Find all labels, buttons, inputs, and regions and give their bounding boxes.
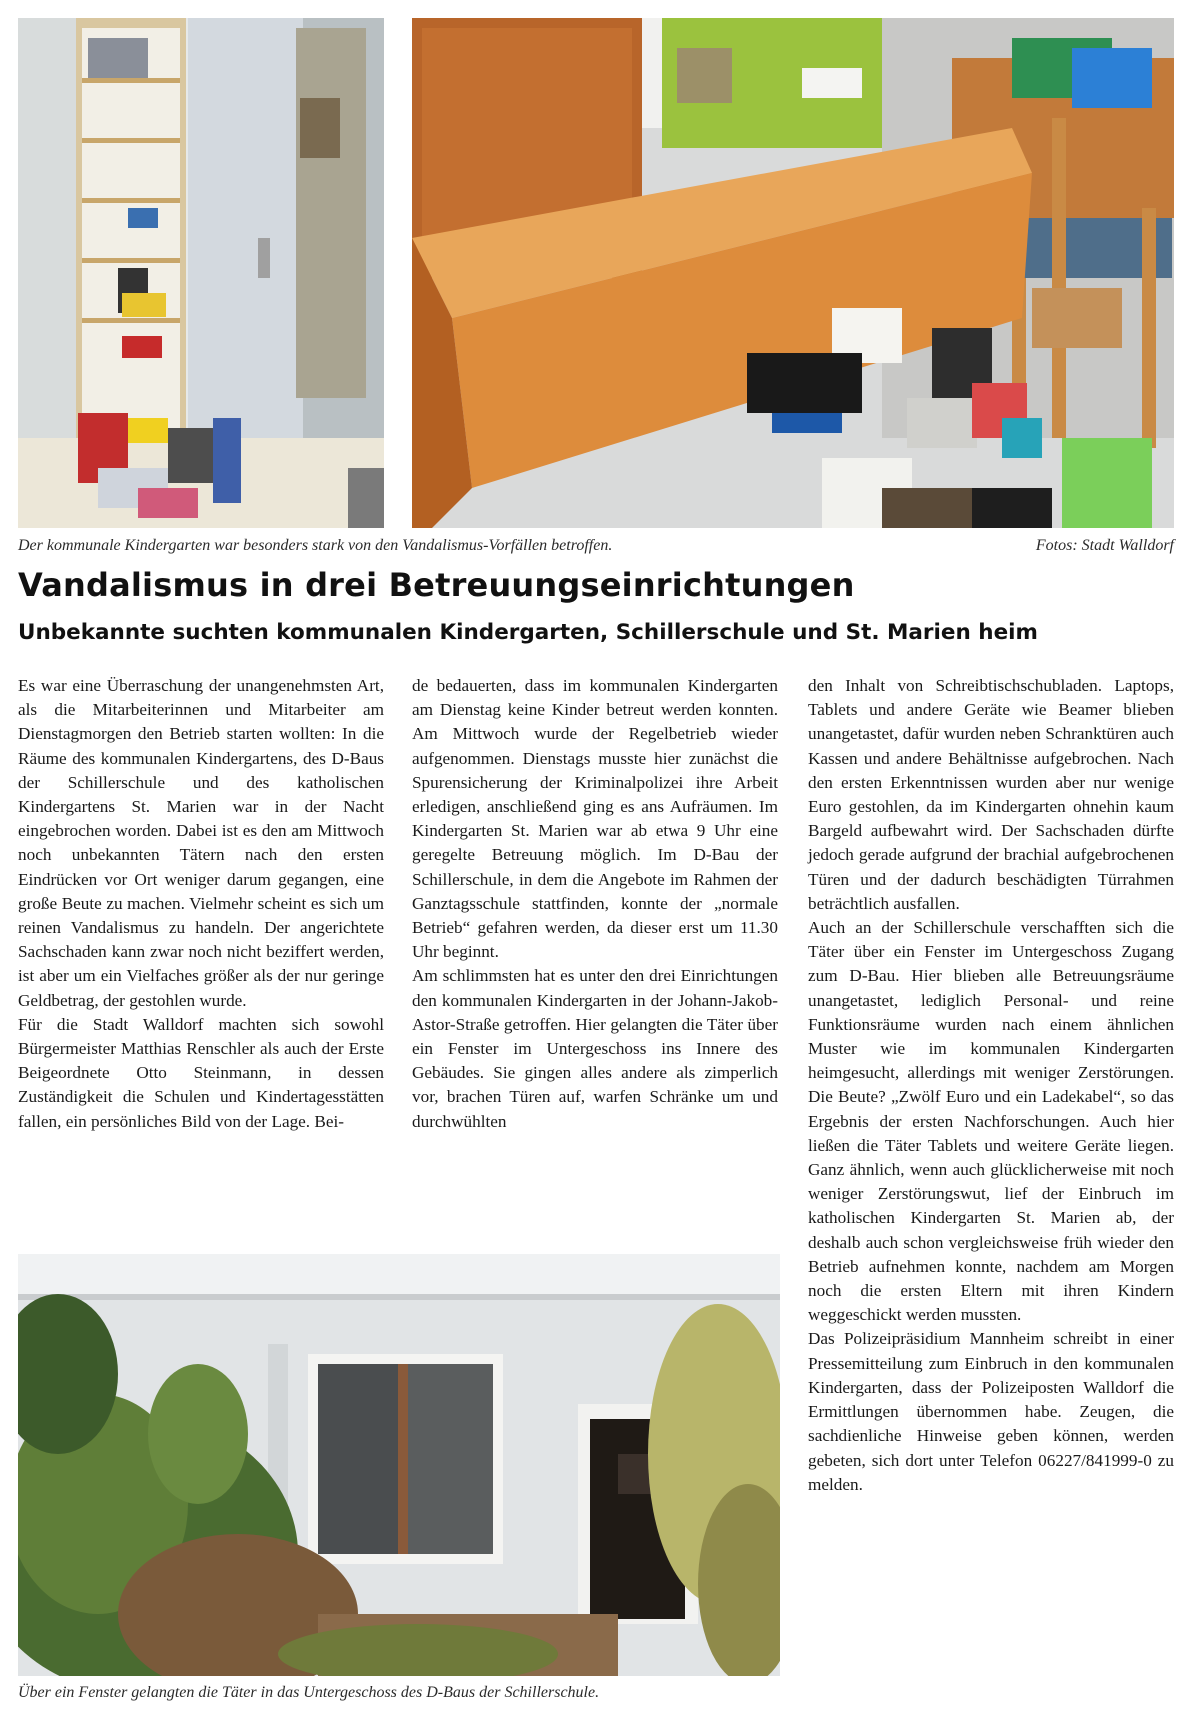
article-paragraph: de bedauerten, dass im kommunalen Kindergarten am Dienstag keine Kinder betreut werden konnten. Am Mittwoch wurde der Regelbetrieb wieder aufgenommen. Dienstags musste hier zunächst die Spurensicherung der Kriminalpolizei ihre Arbeit erledigen, anschließend ging es ans Aufräumen. Im Kindergarten St. Marien war ab etwa 9 Uhr eine geregelte Betreuung möglich. Im D-Bau der Schillerschule, in dem die Angebote im Rahmen der Ganztagsschule stattfinden, konnte der „normale Betrieb“ gefahren werden, da dieser erst um 11.30 Uhr beginnt.: [412, 676, 778, 962]
photo-open-door: [18, 18, 384, 528]
article-column-1: [18, 674, 384, 1134]
photo-caption-bottom: Über ein Fenster gelangten die Täter in das Untergeschoss des D-Baus der Schillerschule.: [18, 1684, 600, 1701]
photo-caption-top: Der kommunale Kindergarten war besonders stark von den Vandalismus-Vorfällen betroffen.: [18, 537, 613, 554]
subheadline: Unbekannte suchten kommunalen Kindergarten, Schillerschule und St. Marien heim: [18, 620, 1038, 645]
article-paragraph: Auch an der Schillerschule verschafften sich die Täter über ein Fenster im Untergeschoss Zugang zum D-Bau. Hier blieben alle Betreuungsräume unangetastet, lediglich Personal- und reine Funktionsräume wurden nach einem ähnlichen Muster wie im kommunalen Kindergarten heimgesucht, allerdings mit weniger Zerstörungen. Die Beute? „Zwölf Euro und ein Ladekabel“, so das Ergebnis der ersten Nachforschungen. Auch hier ließen die Täter Tablets und weitere Geräte liegen. Ganz ähnlich, wenn auch glücklicherweise mit noch weniger Zerstörungswut, lief der Einbruch im katholischen Kindergarten St. Marien ab, der deshalb auch schon vergleichsweise früh wieder den Betrieb aufnehmen konnte, nachdem am Morgen noch die ersten Eltern mit ihren Kindern weggeschickt werden mussten.: [808, 918, 1174, 1325]
article-paragraph: Am schlimmsten hat es unter den drei Einrichtungen den kommunalen Kindergarten in der Johann-Jakob-Astor-Straße getroffen. Hier gelangten die Täter über ein Fenster im Untergeschoss ins Innere des Gebäudes. Sie gingen alles andere als zimperlich vor, brachen Türen auf, warfen Schränke um und durchwühlten: [412, 966, 778, 1131]
article-column-3: [808, 674, 1174, 1497]
article-column-2: [412, 674, 778, 1134]
article-paragraph: Es war eine Überraschung der unangenehmsten Art, als die Mitarbeiterinnen und Mitarbeiter am Dienstagmorgen den Betrieb starten wollten: In die Räume des kommunalen Kindergartens, des D-Baus der Schillerschule und des katholischen Kindergartens St. Marien war in der Nacht eingebrochen worden. Dabei ist es den am Mittwoch noch unbekannten Tätern nach den ersten Eindrücken vor Ort weniger darum gegangen, eine große Beute zu machen. Vielmehr scheint es sich um reinen Vandalismus zu handeln. Der angerichtete Sachschaden kann zwar noch nicht beziffert werden, ist aber um ein Vielfaches größer als der nur geringe Geldbetrag, der gestohlen wurde.: [18, 676, 384, 1010]
headline: Vandalismus in drei Betreuungseinrichtungen: [18, 566, 855, 604]
article-paragraph: Für die Stadt Walldorf machten sich sowohl Bürgermeister Matthias Renschler als auch der Erste Beigeordnete Otto Steinmann, in dessen Zuständigkeit die Schulen und Kindertagesstätten fallen, ein persönliches Bild von der Lage. Bei-: [18, 1014, 384, 1131]
photo-credit: Fotos: Stadt Walldorf: [1035, 537, 1174, 554]
photo-basement-window: [18, 1254, 780, 1676]
photo-overturned-cabinet: [412, 18, 1174, 528]
article-paragraph: den Inhalt von Schreibtischschubladen. Laptops, Tablets und andere Geräte wie Beamer blieben unangetastet, dafür wurden neben Schranktüren auch Kassen und andere Behältnisse aufgebrochen. Nach den ersten Erkenntnissen wurden aber nur wenige Euro gestohlen, da im Kindergarten ohnehin kaum Bargeld aufbewahrt wird. Der Sachschaden dürfte jedoch gerade aufgrund der brachial aufgebrochenen Türen und der dadurch beschädigten Türrahmen beträchtlich ausfallen.: [808, 676, 1174, 913]
article-paragraph: Das Polizeipräsidium Mannheim schreibt in einer Pressemitteilung zum Einbruch in den kommunalen Kindergarten, dass der Polizeiposten Walldorf die Ermittlungen übernommen habe. Zeugen, die sachdienliche Hinweise geben können, werden gebeten, sich dort unter Telefon 06227/841999-0 zu melden.: [808, 1329, 1174, 1494]
